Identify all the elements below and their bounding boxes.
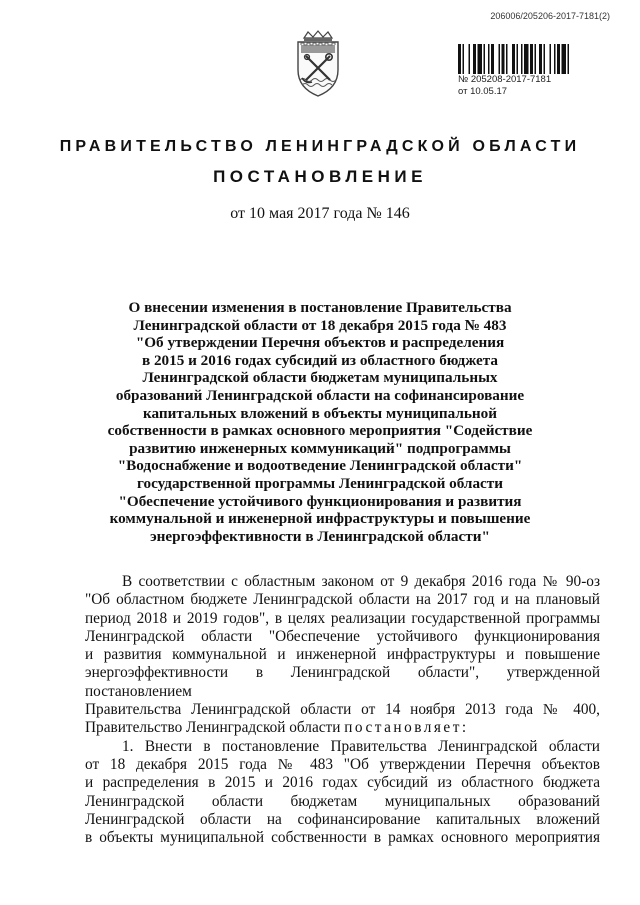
barcode-bar <box>530 44 533 74</box>
barcode-bar <box>517 44 519 74</box>
subject-line: энергоэффективности в Ленинградской области" <box>150 527 490 545</box>
body-line: Ленинградской области на софинансирование капитальных вложений <box>85 810 600 828</box>
government-title: ПРАВИТЕЛЬСТВО ЛЕНИНГРАДСКОЙ ОБЛАСТИ <box>59 138 581 155</box>
subject-line: образований Ленинградской области на софинансирование <box>115 386 525 404</box>
body-line: В соответствии с областным законом от 9 декабря 2016 года № 90-оз <box>122 573 600 590</box>
body-line: Ленинградской области "Обеспечение устойчивого функционирования <box>85 627 600 645</box>
body-line: от 18 декабря 2015 года № 483 "Об утверждении Перечня объектов <box>85 755 600 773</box>
barcode-bar <box>544 44 546 74</box>
subject-line: Ленинградской области от 18 декабря 2015 года № 483 <box>133 316 507 334</box>
barcode-bar <box>521 44 523 74</box>
subject-line: "Водоснабжение и водоотведение Ленинградской области" <box>117 457 523 475</box>
barcode-bar <box>562 44 567 74</box>
subject-line: развитию инженерных коммуникаций" подпрограммы <box>129 439 511 457</box>
subject-line: Ленинградской области бюджетам муниципальных <box>142 369 498 387</box>
body-line: 1. Внести в постановление Правительства Ленинградской области <box>122 737 600 755</box>
body-line: и развития коммунальной и инженерной инфраструктуры и повышение <box>85 646 600 664</box>
registry-number: № 205208-2017-7181 <box>458 74 552 85</box>
body-line: Правительства Ленинградской области от 14 ноября 2013 года № 400, <box>85 701 600 719</box>
barcode-bar <box>458 44 461 74</box>
subject-line: в 2015 и 2016 годах субсидий из областного бюджета <box>141 351 499 369</box>
barcode-bar <box>524 44 529 74</box>
barcode-bar <box>478 44 483 74</box>
barcode-bar <box>506 44 508 74</box>
barcode <box>458 44 604 74</box>
subject-line: О внесении изменения в постановление Правительства <box>128 299 512 316</box>
subject-line: капитальных вложений в объекты муниципальной <box>142 404 497 422</box>
barcode-bar <box>550 44 552 74</box>
barcode-bar <box>473 44 476 74</box>
subject-line: собственности в рамках основного мероприятия "Содействие <box>107 422 533 440</box>
body-line: энергоэффективности в Ленинградской области", утвержденной постановлением <box>85 664 600 700</box>
barcode-bar <box>568 44 570 74</box>
decree-subject <box>60 299 580 545</box>
barcode-bar <box>554 44 556 74</box>
barcode-bar <box>491 44 494 74</box>
registration-barcode-block <box>458 44 608 98</box>
barcode-bar <box>488 44 490 74</box>
subject-line: коммунальной и инженерной инфраструктуры и повышение <box>109 510 531 528</box>
enacting-prefix: Правительство Ленинградской области <box>85 719 341 737</box>
subject-line: "Обеспечение устойчивого функционирования и развития <box>118 492 522 510</box>
body-line: период 2018 и 2019 годов", в целях реализации государственной программы <box>85 609 600 627</box>
barcode-bar <box>512 44 515 74</box>
enacting-word: постановляет: <box>344 719 469 737</box>
barcode-bar <box>469 44 471 74</box>
body-line: в объекты муниципальной собственности в рамках основного мероприятия <box>85 829 600 847</box>
subject-line: "Об утверждении Перечня объектов и распределения <box>135 334 505 352</box>
decree-body <box>85 573 600 847</box>
barcode-bar <box>557 44 560 74</box>
registry-date: от 10.05.17 <box>458 86 508 97</box>
body-line: и распределения в 2015 и 2016 годах субсидий из областного бюджета <box>85 774 600 792</box>
barcode-bar <box>539 44 542 74</box>
document-id: 206006/205206-2017-7181(2) <box>490 11 610 21</box>
barcode-bar <box>484 44 486 74</box>
body-line: "Об областном бюджете Ленинградской области на 2017 год и на плановый <box>85 591 600 609</box>
decree-date-line: от 10 мая 2017 года № 146 <box>230 205 410 222</box>
body-line <box>85 719 600 737</box>
barcode-bar <box>499 44 501 74</box>
body-line: Ленинградской области бюджетам муниципальных образований <box>85 792 600 810</box>
barcode-bar <box>463 44 465 74</box>
coat-of-arms-emblem <box>282 28 354 100</box>
subject-line: государственной программы Ленинградской области <box>136 474 503 492</box>
decree-title: ПОСТАНОВЛЕНИЕ <box>213 167 427 186</box>
barcode-bar <box>502 44 505 74</box>
barcode-bar <box>535 44 537 74</box>
